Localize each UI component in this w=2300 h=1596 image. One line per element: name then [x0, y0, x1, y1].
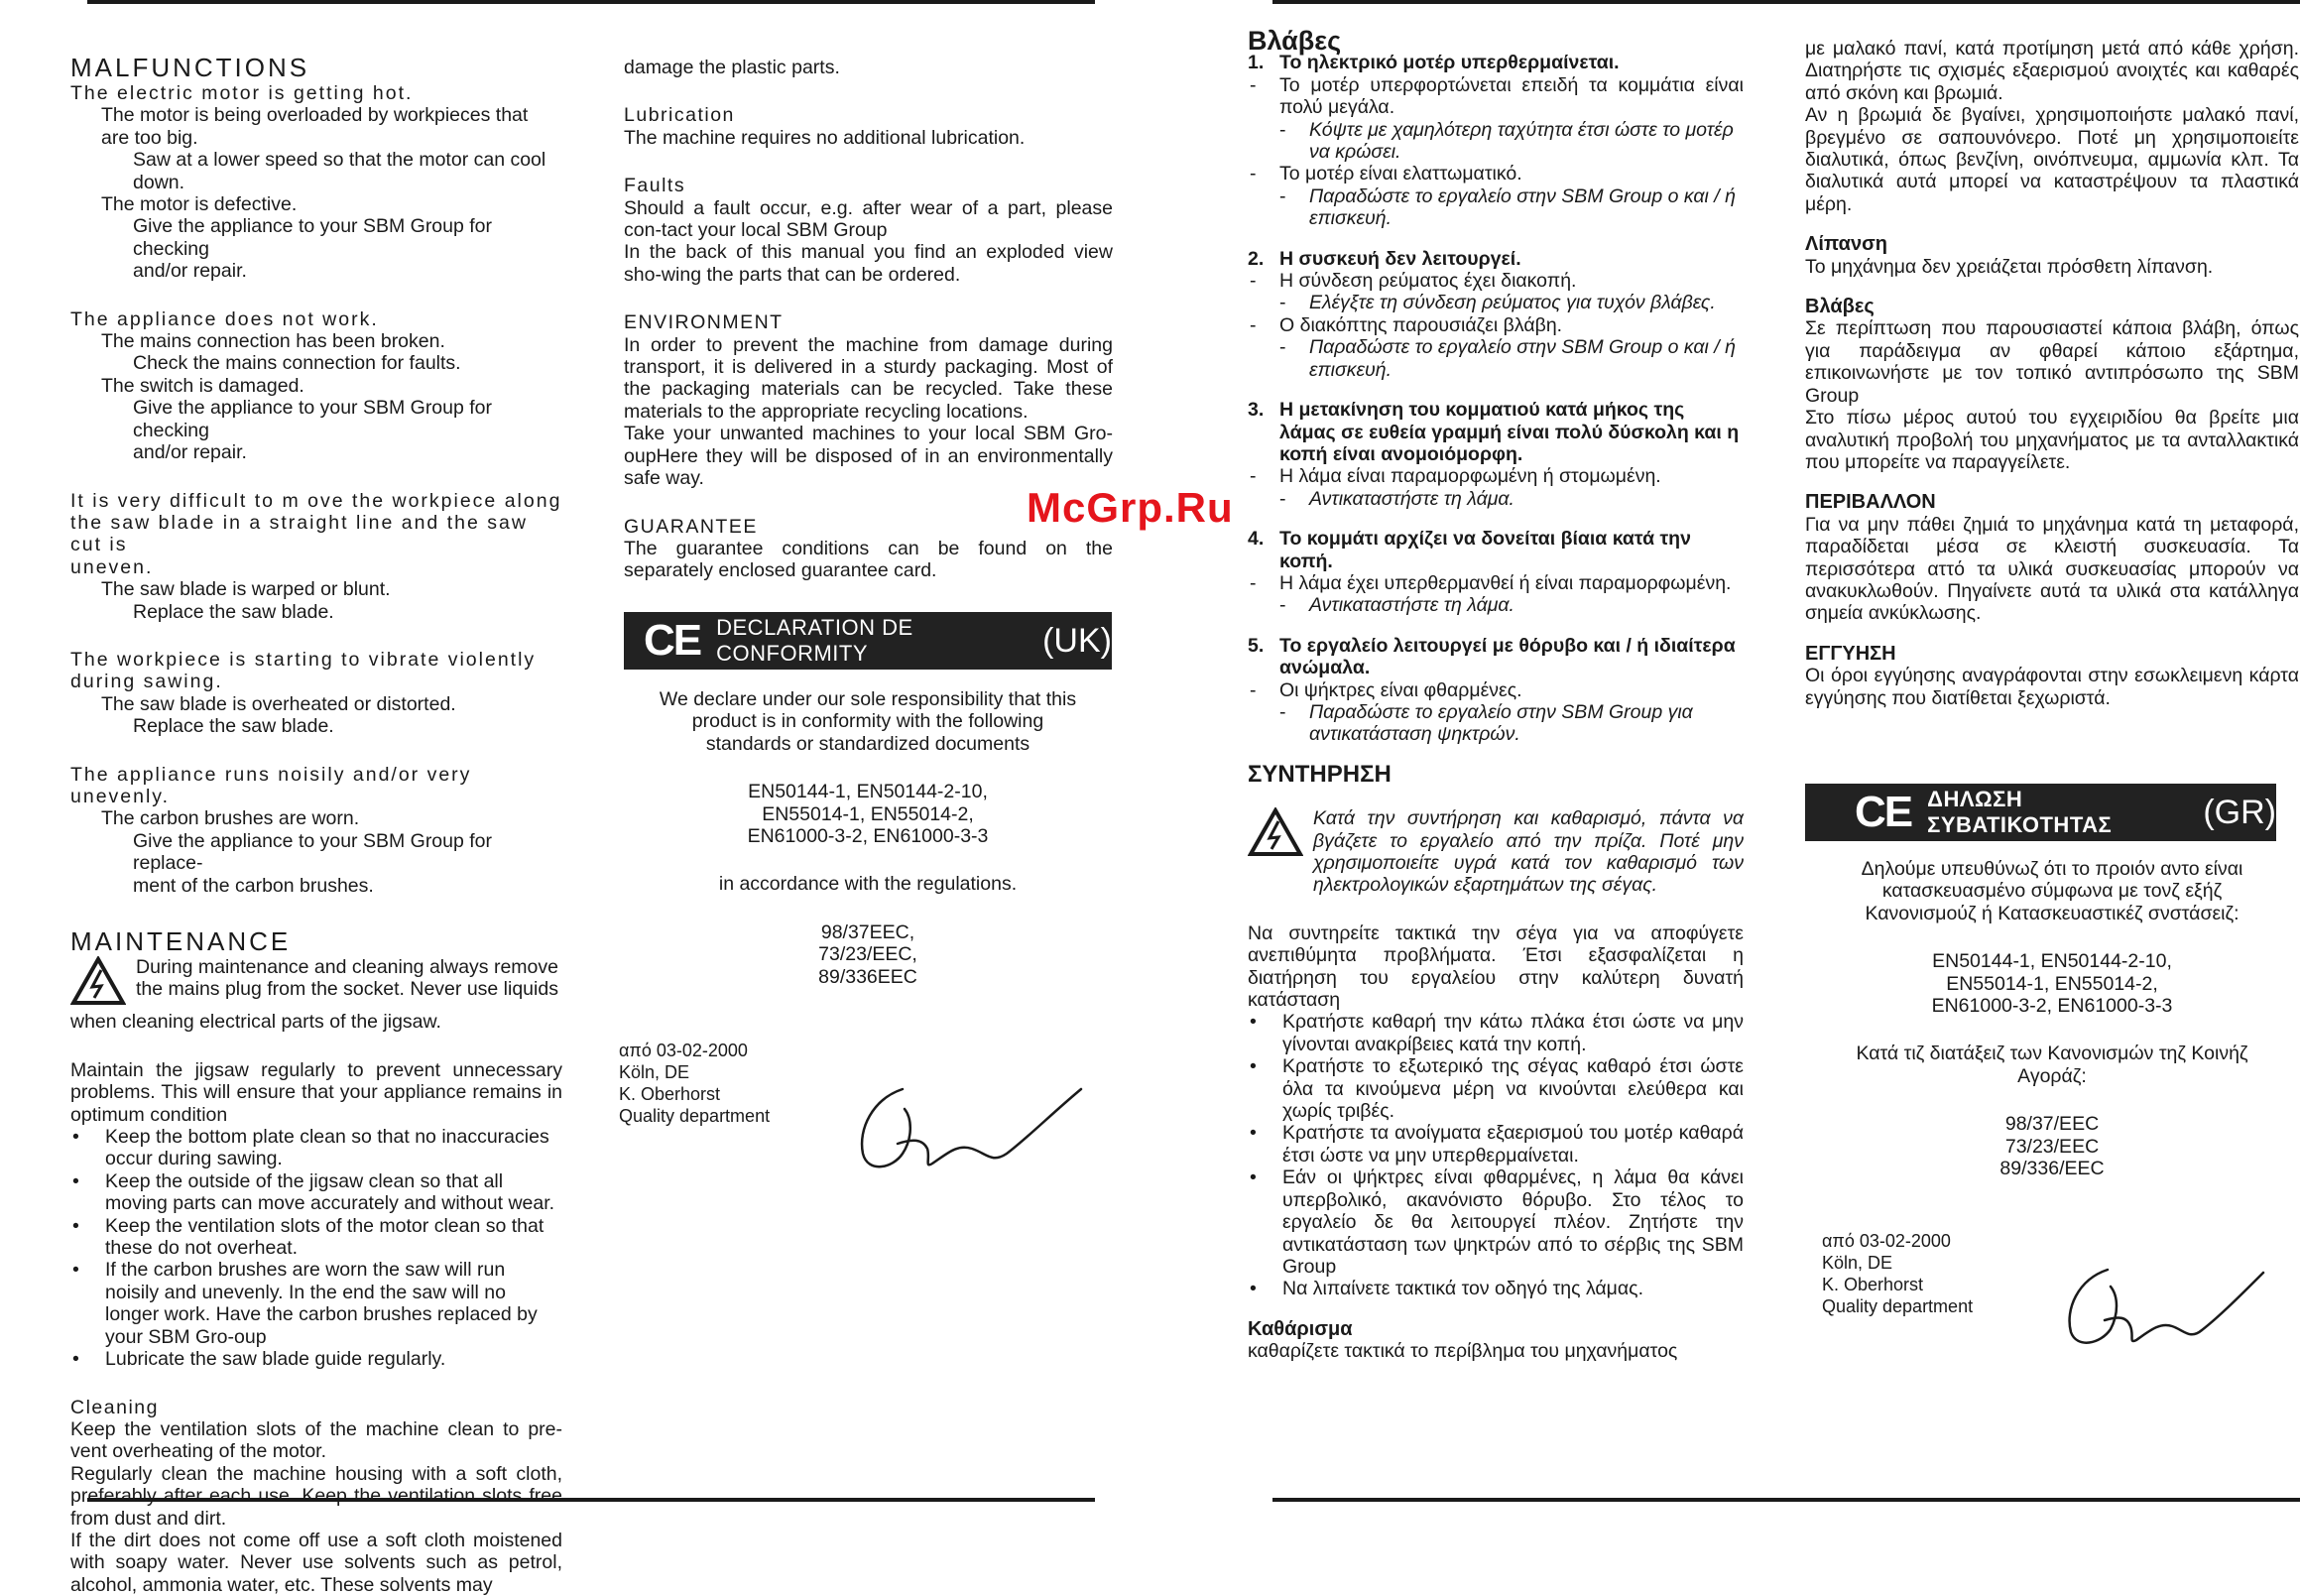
- maintenance-title: MAINTENANCE: [70, 926, 292, 956]
- symptom: The appliance does not work.: [70, 307, 379, 330]
- cause: The motor is defective.: [101, 193, 298, 216]
- top-rule-right: [1272, 0, 2300, 4]
- declaration-body-uk: [624, 688, 1112, 988]
- gr-guarantee-text: Οι όροι εγγύησης αναγράφονται στην εσωκλειμενη κάρτα εγγύησης που διατίθεται ξεχωριστά.: [1805, 665, 2299, 709]
- lubrication-text: The machine requires no additional lubrication.: [624, 126, 1026, 149]
- directive: 89/336EEC: [818, 965, 917, 988]
- symptom: The electric motor is getting hot.: [70, 82, 414, 104]
- cause: The motor is being overloaded by workpieces that: [101, 104, 529, 127]
- gr-guarantee-title: ΕΓΓΥΗΣΗ: [1805, 642, 1896, 665]
- gr-maintenance-intro: Να συντηρείτε τακτικά την σέγα για να αποφύγετε ανεπιθύμητα προβλήματα. Έτσι εξασφαλίζεται η διατήρηση του εργαλείου στην καλύτερη δυνατή κατάσταση: [1248, 921, 1744, 1012]
- gr-malfunction-item: 4. Το κομμάτι αρχίζει να δονείται βίαια κατά την κοπή. - Η λάμα έχει υπερθερμανθεί ή είναι παραμορφωμένη. - Αντικαταστήστε τη λάμα.: [1248, 528, 1732, 617]
- declaration-statement: κατασκευασμένο σύμφωνα με τονζ εξήζ: [1881, 880, 2223, 903]
- standard: EN61000-3-2, EN61000-3-3: [1931, 995, 2173, 1018]
- signatory-uk: [619, 1040, 837, 1127]
- warning-line: the mains plug from the socket. Never use liquids: [136, 978, 558, 1001]
- signature-uk: [843, 1059, 1091, 1178]
- gr-lubrication-title: Λίπανση: [1805, 233, 1887, 256]
- symptom: It is very difficult to m ove the workpiece along: [70, 489, 562, 512]
- regulations-text: Κατά τιζ διατάξειζ των Κανονισμών τηζ Κοινήζ: [1856, 1043, 2248, 1065]
- symptom: the saw blade in a straight line and the saw cut is: [70, 511, 528, 556]
- declaration-statement: product is in conformity with the following: [691, 710, 1044, 733]
- signature-place: Köln, DE: [619, 1062, 690, 1082]
- cause: The switch is damaged.: [101, 374, 304, 397]
- list-item: • Keep the bottom plate clean so that no inaccuracies occur during sawing.: [72, 1126, 549, 1170]
- declaration-banner-gr: [1805, 784, 2276, 841]
- declaration-body-gr: [1805, 858, 2299, 1179]
- gr-maintenance-title: ΣΥΝΤΗΡΗΣΗ: [1248, 760, 1392, 788]
- list-item: • Keep the outside of the jigsaw clean so that all moving parts can move accurately and without wear.: [72, 1169, 555, 1215]
- electric-hazard-icon: [1248, 807, 1303, 857]
- environment-title: ENVIRONMENT: [624, 311, 784, 334]
- remedy: and/or repair.: [133, 260, 247, 283]
- symptom: The appliance runs noisily and/or very unevenly.: [70, 763, 472, 807]
- cause: The saw blade is overheated or distorted.: [101, 692, 456, 715]
- ce-mark-icon: CE: [1855, 788, 1912, 836]
- gr-faults-text: Στο πίσω μέρος αυτού του εγχειριδίου θα βρείτε μια αναλυτική προβολή του μηχανήματος με τα ανταλλακτικά που μπορείτε να παραγγείλετε.: [1805, 407, 2299, 473]
- signatory-gr: [1822, 1230, 2040, 1317]
- maintenance-warning: [70, 956, 562, 1011]
- symptom: uneven.: [70, 555, 154, 578]
- cause: The mains connection has been broken.: [101, 330, 445, 353]
- remedy: Replace the saw blade.: [133, 715, 334, 738]
- guarantee-text: The guarantee conditions can be found on the separately enclosed guarantee card.: [624, 537, 1113, 582]
- remedy: Give the appliance to your SBM Group for checking: [133, 215, 493, 260]
- signatory-name: K. Oberhorst: [1822, 1275, 1924, 1294]
- symptom: during sawing.: [70, 671, 223, 693]
- guarantee-title: GUARANTEE: [624, 515, 758, 538]
- standard: EN50144-1, EN50144-2-10,: [1932, 950, 2172, 973]
- list-item: • Lubricate the saw blade guide regularly.: [72, 1348, 446, 1371]
- remedy: Check the mains connection for faults.: [133, 352, 461, 375]
- remedy: Give the appliance to your SBM Group for checking: [133, 397, 493, 441]
- standard: EN61000-3-2, EN61000-3-3: [747, 825, 989, 848]
- signature-date: από 03-02-2000: [1822, 1231, 1951, 1251]
- list-item: • If the carbon brushes are worn the saw will run noisily and unevenly. In the end the saw will no longer work. Have the carbon brushes replaced by your SBM Gro-oup: [72, 1259, 538, 1348]
- signatory-name: K. Oberhorst: [619, 1084, 721, 1104]
- signature-date: από 03-02-2000: [619, 1041, 748, 1060]
- gr-malfunction-item: 2. Η συσκευή δεν λειτουργεί. - Η σύνδεση ρεύματος έχει διακοπή. - Ελέγξτε τη σύνδεση ρεύματος για τυχόν βλάβες. - Ο διακόπτης παρουσιάζει βλάβη. - Παραδώστε το εργαλείο στην SBM Group ο και / ή επισκευή.: [1248, 247, 1736, 381]
- list-item: • Εάν οι ψήκτρες είναι φθαρμένες, η λάμα θα κάνει υπερβολικό, ακανόνιστο θόρυβο. Στο τέλος το εργαλείο δε θα λειτουργεί πλέον. Ζητήστε την αντικατάσταση των ψηκτρών από το σέρβις της SBM Group: [1250, 1166, 1744, 1278]
- list-item: • Κρατήστε το εξωτερικό της σέγας καθαρό έτσι ώστε όλα τα κινούμενα μέρη να κινούνται ελεύθερα και χωρίς τριβές.: [1250, 1055, 1744, 1123]
- cleaning-text: Regularly clean the machine housing with a soft cloth, preferably after each use. Keep the ventilation slots free from dust and dirt.: [70, 1462, 562, 1530]
- directive: 73/23/EEC,: [818, 943, 917, 966]
- lubrication-title: Lubrication: [624, 104, 735, 127]
- cause: are too big.: [101, 126, 198, 149]
- top-rule-left: [87, 0, 1095, 4]
- malfunctions-title: MALFUNCTIONS: [70, 53, 310, 82]
- list-item: • Κρατήστε τα ανοίγματα εξαερισμού του μοτέρ καθαρά έτσι ώστε να μην υπερθερμαίνεται.: [1250, 1122, 1744, 1166]
- gr-cleaning-title: Καθάρισμα: [1248, 1317, 1353, 1340]
- faults-text: In the back of this manual you find an exploded view sho-wing the parts that can be ordered.: [624, 241, 1113, 286]
- gr-malfunctions-title: Βλάβες: [1248, 26, 1342, 56]
- signature-gr: [2053, 1235, 2271, 1354]
- cleaning-text: If the dirt does not come off use a soft cloth moistened with soapy water. Never use solvents such as petrol, alcohol, ammonia water, etc. These solvents may: [70, 1529, 562, 1596]
- gr-malfunction-item: 1. Το ηλεκτρικό μοτέρ υπερθερμαίνεται. - Το μοτέρ υπερφορτώνεται επειδή τα κομμάτια είναι πολύ μεγάλα. - Κόψτε με χαμηλότερη ταχύτητα έτσι ώστε το μοτέρ να κρώσει. - Το μοτέρ είναι ελαττωματικό. - Παραδώστε το εργαλείο στην SBM Group ο και / ή επισκευή.: [1248, 52, 1744, 230]
- gr-continued-text: με μαλακό πανί, κατά προτίμηση μετά από κάθε χρήση. Διατηρήστε τις σχισμές εξαερισμού ανοιχτές και καθαρές από σκόνη και βρωμιά.: [1805, 38, 2299, 104]
- gr-continued-text: Αν η βρωμιά δε βγαίνει, χρησιμοποιήστε μαλακό πανί, βρεγμένο σε σαπουνόνερο. Ποτέ μη χρησιμοποιείτε διαλυτικά, όπως βενζίνη, οινόπνευμα, αμμωνία κλπ. Τα διαλυτικά αυτά μπορεί να καταστρέψουν τα πλαστικά μέρη.: [1805, 104, 2299, 215]
- cleaning-title: Cleaning: [70, 1396, 159, 1418]
- environment-text: In order to prevent the machine from damage during transport, it is delivered in a sturdy packaging. Most of the packaging materials can be recycled. Take these materials to the appropriate recycling locations.: [624, 333, 1113, 423]
- standard: EN50144-1, EN50144-2-10,: [748, 781, 988, 803]
- maintenance-intro: Maintain the jigsaw regularly to prevent unnecessary problems. This will ensure that your appliance remains in optimum condition: [70, 1058, 562, 1126]
- gr-cleaning-text: καθαρίζετε τακτικά το περίβλημα του μηχανήματος: [1248, 1340, 1678, 1363]
- gr-environment-text: Για να μην πάθει ζημιά το μηχάνημα κατά τη μεταφορά, παραδίδεται μέσα σε κλειστή συσκευασία. Τα περισσότερα αττό τα υλικά συσκευασίας μπορούν να ανακυκλωθούν. Πηγαίνετε αυτά τα υλικά στα κατάλληγα σημεία ανκύκλωσης.: [1805, 513, 2299, 625]
- declaration-statement: standards or standardized documents: [705, 732, 1030, 755]
- declaration-country: (GR): [2203, 793, 2276, 831]
- watermark-text: McGrp.Ru: [1027, 484, 1234, 531]
- declaration-statement: We declare under our sole responsibility that this: [659, 688, 1077, 710]
- remedy: Replace the saw blade.: [133, 600, 334, 623]
- environment-text: Take your unwanted machines to your local SBM Gro-oupHere they will be disposed of in an environmentally safe way.: [624, 423, 1113, 490]
- gr-column-4: [1805, 38, 2299, 709]
- gr-warning-text: Κατά την συντήρηση και καθαρισμό, πάντα να βγάζετε το εργαλείο από την πρίζα. Ποτέ μην χρησιμοποιείτε υγρά κατά τον καθαρισμό των ηλεκτρολογικών εξαρτημάτων της σέγας.: [1313, 807, 1744, 897]
- gr-maintenance-warning: [1248, 807, 1744, 897]
- list-item: • Κρατήστε καθαρή την κάτω πλάκα έτσι ώστε να μην γίνονται ανακρίβειες κατά την κοπή.: [1250, 1011, 1744, 1055]
- list-item: • Keep the ventilation slots of the motor clean so that these do not overheat.: [72, 1214, 545, 1260]
- declaration-statement: Δηλούμε υπευθύνωζ ότι το προιόν αντο είναι: [1861, 858, 2243, 880]
- warning-line: when cleaning electrical parts of the jigsaw.: [70, 1011, 441, 1034]
- gr-malfunction-item: 5. Το εργαλείο λειτουργεί με θόρυβο και / ή ιδιαίτερα ανώμαλα. - Οι ψήκτρες είναι φθαρμένες. - Παραδώστε το εργαλείο στην SBM Group για αντικατάσταση ψηκτρών.: [1248, 634, 1736, 746]
- warning-line: During maintenance and cleaning always remove: [136, 956, 558, 978]
- signature-place: Köln, DE: [1822, 1253, 1893, 1273]
- en-column-1: [70, 53, 562, 1596]
- signatory-department: Quality department: [619, 1106, 771, 1126]
- gr-column-3: [1248, 26, 1744, 1363]
- declaration-country: (UK): [1042, 621, 1112, 660]
- declaration-banner-uk: [624, 612, 1112, 670]
- standard: EN55014-1, EN55014-2,: [762, 802, 974, 825]
- symptom: The workpiece is starting to vibrate violently: [70, 648, 537, 671]
- bottom-rule-right: [1272, 1498, 2300, 1502]
- continued-text: damage the plastic parts.: [624, 57, 840, 78]
- gr-faults-title: Βλάβες: [1805, 296, 1875, 318]
- declaration-title: DECLARATION DE CONFORMITY: [716, 615, 913, 666]
- cause: The saw blade is warped or blunt.: [101, 578, 391, 601]
- electric-hazard-icon: [70, 956, 126, 1006]
- declaration-statement: Κανονισμούζ ή Κατασκευαστικέζ σνστάσειζ:: [1865, 902, 2239, 924]
- cause: The carbon brushes are worn.: [101, 807, 360, 830]
- faults-title: Faults: [624, 175, 686, 197]
- directive: 89/336/EEC: [1999, 1158, 2105, 1180]
- gr-lubrication-text: Το μηχάνημα δεν χρειάζεται πρόσθετη λίπανση.: [1805, 255, 2214, 278]
- directive: 98/37/EEC: [2004, 1113, 2100, 1136]
- gr-malfunction-item: 3. Η μετακίνηση του κομματιού κατά μήκος της λάμας σε ευθεία γραμμή είναι πολύ δύσκολη και η κοπή είναι ανομοιόμορφη. - Η λάμα είναι παραμορφωμένη ή στομωμένη. - Αντικαταστήστε τη λάμα.: [1248, 399, 1740, 510]
- standard: EN55014-1, EN55014-2,: [1946, 972, 2158, 995]
- declaration-title: ΔΗΛΩΣΗ ΣΥΒΑΤΙΚΟΤΗΤΑΣ: [1927, 787, 2113, 837]
- regulations-text: in accordance with the regulations.: [718, 873, 1018, 896]
- cleaning-text: Keep the ventilation slots of the machine clean to pre-vent overheating of the motor.: [70, 1417, 562, 1463]
- faults-text: Should a fault occur, e.g. after wear of a part, please con-tact your local SBM Group: [624, 196, 1113, 242]
- remedy: Saw at a lower speed so that the motor can cool down.: [133, 149, 546, 193]
- ce-mark-icon: CE: [644, 616, 701, 665]
- directive: 73/23/EEC: [2004, 1135, 2100, 1158]
- directive: 98/37EEC,: [820, 921, 915, 943]
- remedy: Give the appliance to your SBM Group for replace-: [133, 829, 493, 875]
- gr-environment-title: ΠΕΡΙΒΑΛΛΟΝ: [1805, 491, 1936, 514]
- regulations-text: Αγοράζ:: [2017, 1064, 2087, 1087]
- remedy: and/or repair.: [133, 441, 247, 464]
- list-item: • Να λιπαίνετε τακτικά τον οδηγό της λάμας.: [1250, 1278, 1643, 1300]
- signatory-department: Quality department: [1822, 1296, 1974, 1316]
- remedy: ment of the carbon brushes.: [133, 874, 374, 897]
- gr-faults-text: Σε περίπτωση που παρουσιαστεί κάποια βλάβη, όπως για παράδειγμα αν φθαρεί κάποιο εξάρτημα, επικοινωνήστε με τον τοπικό αντιπρόσωπο της SBM Group: [1805, 317, 2299, 407]
